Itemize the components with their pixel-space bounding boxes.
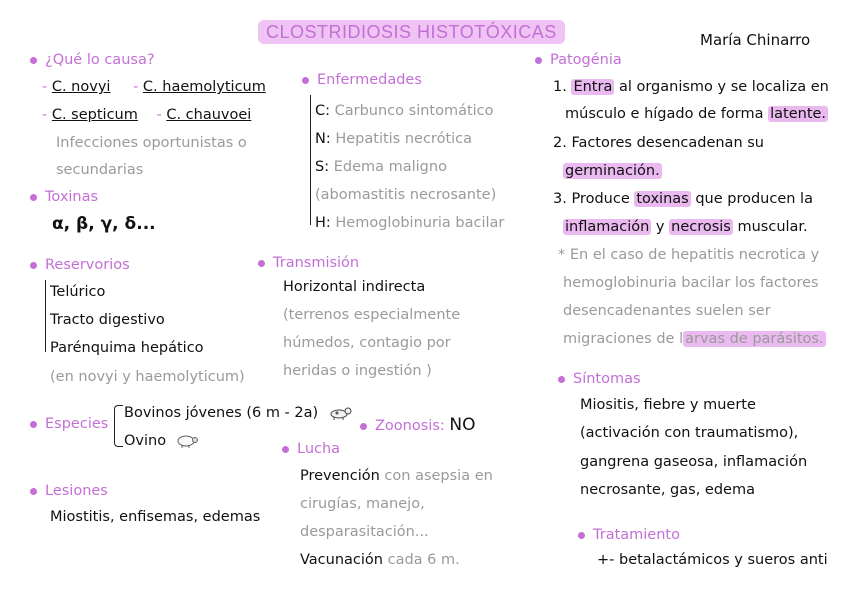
especie-ovino: Ovino xyxy=(124,434,201,449)
sintomas-line: (activación con traumatismo), xyxy=(580,425,799,441)
page-title: CLOSTRIDIOSIS HISTOTÓXICAS xyxy=(258,22,565,43)
reservorio-item: Parénquima hepático xyxy=(50,340,204,356)
patogenia-step-2: 2. Factores desencadenan su xyxy=(553,135,764,151)
bullet-dot-icon xyxy=(360,423,367,430)
transmision-heading: Transmisión xyxy=(258,256,359,271)
lucha-prev-note: cirugías, manejo, xyxy=(300,496,425,512)
patogenia-note: desencadenantes suelen ser xyxy=(563,303,771,319)
reservorios-bracket xyxy=(45,280,46,352)
patogenia-step-3-cont: inflamación y necrosis muscular. xyxy=(565,219,808,235)
bullet-dot-icon xyxy=(30,488,37,495)
enfermedades-bracket xyxy=(310,95,311,225)
reservorio-item: Telúrico xyxy=(50,284,106,300)
lucha-vacunacion: Vacunación cada 6 m. xyxy=(300,552,460,568)
patogenia-step-1: 1. Entra al organismo y se localiza en xyxy=(553,79,829,95)
causa-heading: ¿Qué lo causa? xyxy=(30,53,155,68)
lesiones-heading: Lesiones xyxy=(30,484,108,499)
sintomas-line: Miositis, fiebre y muerte xyxy=(580,397,756,413)
bullet-dot-icon xyxy=(30,421,37,428)
reservorio-item: Tracto digestivo xyxy=(50,312,165,328)
bullet-dot-icon xyxy=(30,57,37,64)
patogenia-step-2-cont: germinación. xyxy=(565,163,660,179)
author-name: María Chinarro xyxy=(700,31,811,49)
causa-novyi: C. novyi xyxy=(51,79,111,95)
enfermedad-item: S: Edema maligno xyxy=(315,159,447,175)
sintomas-heading: Síntomas xyxy=(558,372,641,387)
tratamiento-heading: Tratamiento xyxy=(578,528,680,543)
causa-row-2: - C. septicum - C. chauvoei xyxy=(42,107,252,123)
transmision-main: Horizontal indirecta xyxy=(283,279,426,295)
enfermedad-item: C: Carbunco sintomático xyxy=(315,103,494,119)
bullet-dot-icon xyxy=(578,532,585,539)
sintomas-line: gangrena gaseosa, inflamación xyxy=(580,454,808,470)
patogenia-note: hemoglobinuria bacilar los factores xyxy=(563,275,819,291)
causa-haemolyticum: C. haemolyticum xyxy=(142,79,266,95)
cow-icon xyxy=(327,406,353,420)
especies-brace xyxy=(114,405,123,447)
enfermedades-heading: Enfermedades xyxy=(302,73,422,88)
bullet-dot-icon xyxy=(558,376,565,383)
lucha-prev-note: desparasitación... xyxy=(300,524,429,540)
tratamiento-text: +- betalactámicos y sueros anti xyxy=(597,552,828,568)
enfermedad-item: N: Hepatitis necrótica xyxy=(315,131,473,147)
reservorios-note: (en novyi y haemolyticum) xyxy=(50,369,245,385)
patogenia-note: * En el caso de hepatitis necrotica y xyxy=(558,247,820,263)
transmision-note: heridas o ingestión ) xyxy=(283,363,432,379)
bullet-dot-icon xyxy=(302,77,309,84)
bullet-dot-icon xyxy=(30,262,37,269)
patogenia-step-3: 3. Produce toxinas que producen la xyxy=(553,191,813,207)
zoonosis: Zoonosis: NO xyxy=(360,417,475,434)
patogenia-heading: Patogénia xyxy=(535,53,622,68)
bullet-dot-icon xyxy=(282,446,289,453)
enfermedad-item: H: Hemoglobinuria bacilar xyxy=(315,215,505,231)
patogenia-step-1-cont: músculo e hígado de forma latente. xyxy=(565,106,827,122)
reservorios-heading: Reservorios xyxy=(30,258,130,273)
patogenia-note: migraciones de l arvas de parásitos. xyxy=(563,331,824,347)
lucha-prevencion: Prevención con asepsia en xyxy=(300,468,493,484)
sheep-icon xyxy=(175,434,201,448)
transmision-note: húmedos, contagio por xyxy=(283,335,451,351)
especies-heading: Especies xyxy=(30,417,108,432)
especie-bovinos: Bovinos jóvenes (6 m - 2a) xyxy=(124,406,353,421)
causa-row-1: - C. novyi - C. haemolyticum xyxy=(42,79,266,95)
lesiones-text: Miostitis, enfisemas, edemas xyxy=(50,509,261,525)
causa-septicum: C. septicum xyxy=(51,107,138,123)
asterisk-icon: * xyxy=(558,247,566,263)
causa-chauvoei: C. chauvoei xyxy=(166,107,252,123)
bullet-dot-icon xyxy=(535,57,542,64)
enfermedad-subnote: (abomastitis necrosante) xyxy=(315,187,497,203)
toxinas-list: α, β, γ, δ... xyxy=(52,214,156,234)
sintomas-line: necrosante, gas, edema xyxy=(580,482,755,498)
toxinas-heading: Toxinas xyxy=(30,190,98,205)
bullet-dot-icon xyxy=(30,194,37,201)
lucha-heading: Lucha xyxy=(282,442,340,457)
bullet-dot-icon xyxy=(258,260,265,267)
causa-note-2: secundarias xyxy=(56,162,144,178)
causa-note-1: Infecciones oportunistas o xyxy=(56,135,247,151)
transmision-note: (terrenos especialmente xyxy=(283,307,461,323)
